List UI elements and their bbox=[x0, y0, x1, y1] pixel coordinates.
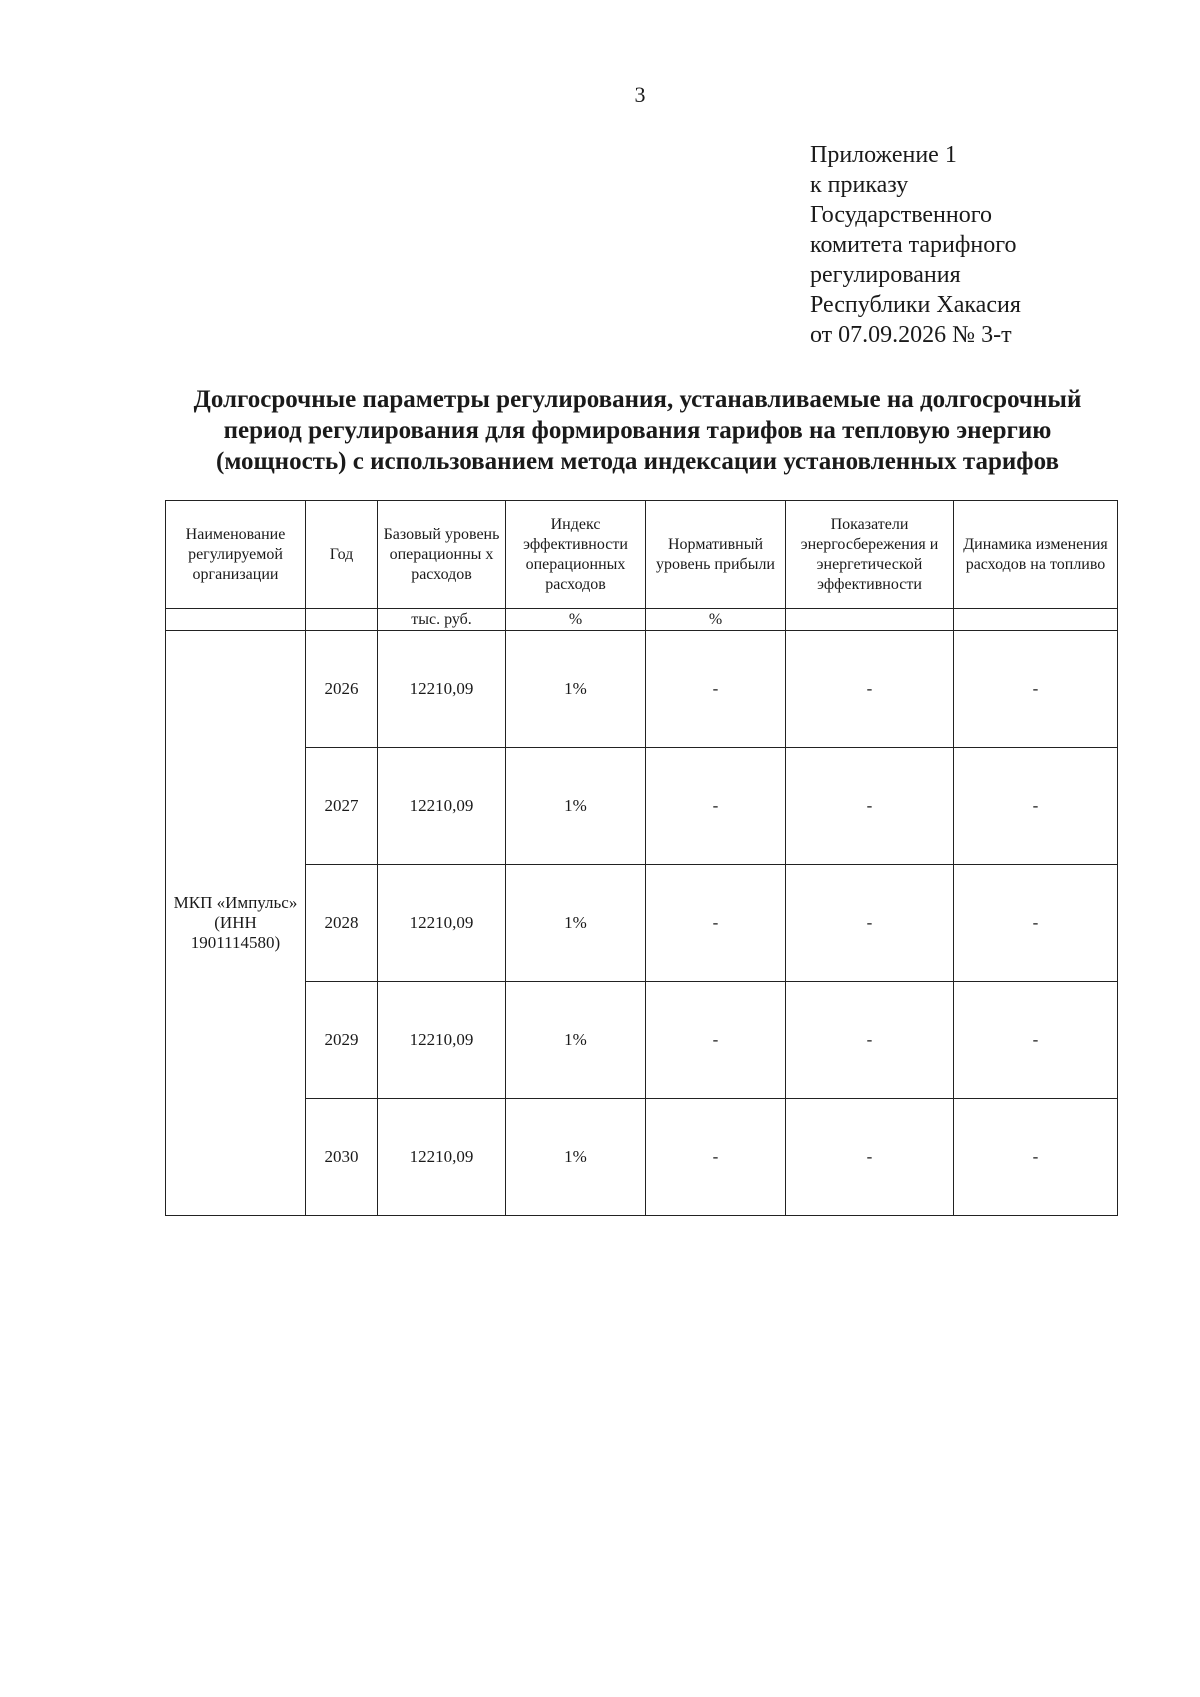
table-units-row bbox=[166, 609, 1118, 631]
unit-cell bbox=[954, 609, 1118, 631]
appendix-line: Республики Хакасия bbox=[810, 292, 1021, 318]
energy-saving-cell: - bbox=[786, 631, 954, 748]
year-cell: 2027 bbox=[306, 748, 378, 865]
fuel-dynamics-cell: - bbox=[954, 748, 1118, 865]
efficiency-index-cell: 1% bbox=[506, 748, 646, 865]
table-row bbox=[166, 1099, 1118, 1216]
table-row bbox=[166, 865, 1118, 982]
efficiency-index-cell: 1% bbox=[506, 865, 646, 982]
table-row bbox=[166, 982, 1118, 1099]
profit-level-cell: - bbox=[646, 748, 786, 865]
table-row bbox=[166, 631, 1118, 748]
header-profit-level: Нормативный уровень прибыли bbox=[646, 501, 786, 609]
appendix-line: регулирования bbox=[810, 262, 961, 288]
base-cost-cell: 12210,09 bbox=[378, 982, 506, 1099]
year-cell: 2026 bbox=[306, 631, 378, 748]
base-cost-cell: 12210,09 bbox=[378, 865, 506, 982]
profit-level-cell: - bbox=[646, 865, 786, 982]
regulation-parameters-table bbox=[165, 500, 1118, 1216]
title-line: Долгосрочные параметры регулирования, устанавливаемые на долгосрочный bbox=[193, 386, 1082, 413]
unit-cell bbox=[786, 609, 954, 631]
unit-cell: % bbox=[506, 609, 646, 631]
efficiency-index-cell: 1% bbox=[506, 1099, 646, 1216]
unit-cell: % bbox=[646, 609, 786, 631]
energy-saving-cell: - bbox=[786, 982, 954, 1099]
unit-cell: тыс. руб. bbox=[378, 609, 506, 631]
appendix-line: к приказу bbox=[810, 172, 909, 198]
fuel-dynamics-cell: - bbox=[954, 631, 1118, 748]
profit-level-cell: - bbox=[646, 982, 786, 1099]
organization-name: МКП «Импульс» (ИНН 1901114580) bbox=[166, 631, 306, 1216]
energy-saving-cell: - bbox=[786, 1099, 954, 1216]
table-row bbox=[166, 748, 1118, 865]
table-header-row bbox=[166, 501, 1118, 609]
appendix-line: комитета тарифного bbox=[810, 232, 1017, 258]
fuel-dynamics-cell: - bbox=[954, 1099, 1118, 1216]
year-cell: 2029 bbox=[306, 982, 378, 1099]
fuel-dynamics-cell: - bbox=[954, 865, 1118, 982]
title-line: (мощность) с использованием метода индексации установленных тарифов bbox=[216, 448, 1059, 475]
header-year: Год bbox=[306, 501, 378, 609]
document-title bbox=[150, 384, 1125, 477]
fuel-dynamics-cell: - bbox=[954, 982, 1118, 1099]
profit-level-cell: - bbox=[646, 1099, 786, 1216]
efficiency-index-cell: 1% bbox=[506, 982, 646, 1099]
year-cell: 2030 bbox=[306, 1099, 378, 1216]
header-fuel-dynamics: Динамика изменения расходов на топливо bbox=[954, 501, 1118, 609]
energy-saving-cell: - bbox=[786, 865, 954, 982]
appendix-reference bbox=[810, 140, 1021, 350]
header-efficiency-index: Индекс эффективности операционных расходов bbox=[506, 501, 646, 609]
appendix-line: от 07.09.2026 № 3-т bbox=[810, 322, 1012, 348]
appendix-line: Приложение 1 bbox=[810, 142, 957, 168]
header-base-cost: Базовый уровень операционны х расходов bbox=[378, 501, 506, 609]
year-cell: 2028 bbox=[306, 865, 378, 982]
header-organization: Наименование регулируемой организации bbox=[166, 501, 306, 609]
page-number: 3 bbox=[634, 82, 646, 107]
energy-saving-cell: - bbox=[786, 748, 954, 865]
efficiency-index-cell: 1% bbox=[506, 631, 646, 748]
unit-cell bbox=[166, 609, 306, 631]
base-cost-cell: 12210,09 bbox=[378, 748, 506, 865]
appendix-line: Государственного bbox=[810, 202, 992, 228]
header-energy-saving: Показатели энергосбережения и энергетической эффективности bbox=[786, 501, 954, 609]
unit-cell bbox=[306, 609, 378, 631]
base-cost-cell: 12210,09 bbox=[378, 631, 506, 748]
base-cost-cell: 12210,09 bbox=[378, 1099, 506, 1216]
profit-level-cell: - bbox=[646, 631, 786, 748]
title-line: период регулирования для формирования тарифов на тепловую энергию bbox=[223, 417, 1052, 444]
